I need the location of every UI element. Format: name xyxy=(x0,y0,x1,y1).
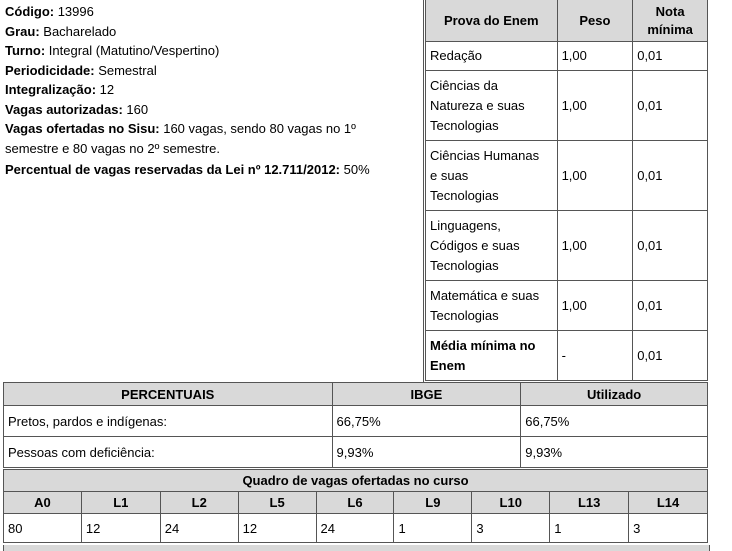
vaga-l13: 1 xyxy=(550,514,629,543)
utilizado-value: 9,93% xyxy=(521,437,708,468)
integralizacao-line xyxy=(5,80,423,100)
prova-name xyxy=(426,211,558,281)
prova-name xyxy=(426,281,558,331)
header-a0: A0 xyxy=(4,492,82,514)
header-l10: L10 xyxy=(472,492,550,514)
vagas-header-row xyxy=(4,492,708,514)
header-l13: L13 xyxy=(550,492,629,514)
ibge-value: 66,75% xyxy=(332,406,521,437)
vaga-a0: 80 xyxy=(4,514,82,543)
codigo-value: 13996 xyxy=(54,4,94,19)
vaga-l9: 1 xyxy=(394,514,472,543)
grau-line xyxy=(5,22,423,42)
table-row xyxy=(426,331,708,381)
turno-line xyxy=(5,41,423,61)
percentuais-header-row xyxy=(4,383,708,406)
vagas-sisu-label: Vagas ofertadas no Sisu: xyxy=(5,121,160,136)
vagas-autorizadas-value: 160 xyxy=(122,101,149,117)
turno-label: Turno: xyxy=(5,43,46,58)
peso-value: 1,00 xyxy=(557,211,633,281)
prova-name: Redação xyxy=(426,42,558,71)
periodicidade-value: Semestral xyxy=(94,62,157,78)
table-row xyxy=(4,437,708,468)
prova-name xyxy=(426,71,558,141)
header-utilizado: Utilizado xyxy=(521,383,708,406)
prova-line: Enem xyxy=(430,357,466,373)
utilizado-value: 66,75% xyxy=(521,406,708,437)
peso-value: 1,00 xyxy=(557,141,633,211)
vagas-title-row xyxy=(4,470,708,492)
header-l6: L6 xyxy=(316,492,394,514)
vagas-title: Quadro de vagas ofertadas no curso xyxy=(4,470,708,492)
prova-line: Linguagens, xyxy=(430,217,501,233)
nota-value: 0,01 xyxy=(633,331,708,381)
vagas-table xyxy=(3,469,708,543)
bottom-strip xyxy=(3,545,710,551)
nota-value: 0,01 xyxy=(633,141,708,211)
table-row xyxy=(426,42,708,71)
prova-line: Natureza e suas xyxy=(430,97,525,113)
prova-line: Tecnologias xyxy=(430,117,499,133)
prova-line: Ciências da xyxy=(430,77,498,93)
integralizacao-value: 12 xyxy=(96,82,115,97)
percentual-value: 50% xyxy=(340,162,370,177)
vaga-l14: 3 xyxy=(629,514,708,543)
vagas-sisu-value: 160 vagas, sendo 80 vagas no 1º xyxy=(159,121,356,136)
table-row xyxy=(4,514,708,543)
percentual-line xyxy=(5,160,423,180)
nota-value: 0,01 xyxy=(633,42,708,71)
enem-table xyxy=(425,0,708,381)
header-l1: L1 xyxy=(81,492,160,514)
vaga-l10: 3 xyxy=(472,514,550,543)
turno-value: Integral (Matutino/Vespertino) xyxy=(45,43,220,58)
header-ibge: IBGE xyxy=(332,383,521,406)
ibge-value: 9,93% xyxy=(332,437,521,468)
prova-line: Tecnologias xyxy=(430,187,499,203)
prova-line: Matemática e suas xyxy=(430,287,540,303)
course-info xyxy=(5,2,423,180)
codigo-label: Código: xyxy=(5,4,55,19)
table-row xyxy=(4,406,708,437)
prova-name xyxy=(426,141,558,211)
prova-line: Média mínima no xyxy=(430,337,536,353)
percentuais-table xyxy=(3,382,708,468)
vaga-l5: 12 xyxy=(238,514,316,543)
codigo-line xyxy=(5,2,423,22)
header-nota-line2: mínima xyxy=(647,21,693,37)
header-l9: L9 xyxy=(394,492,472,514)
peso-value: 1,00 xyxy=(557,71,633,141)
vaga-l2: 24 xyxy=(160,514,238,543)
vaga-l6: 24 xyxy=(316,514,394,543)
nota-value: 0,01 xyxy=(633,71,708,141)
table-row xyxy=(426,71,708,141)
periodicidade-label: Periodicidade: xyxy=(5,62,95,78)
peso-value: 1,00 xyxy=(557,281,633,331)
header-peso: Peso xyxy=(557,0,633,42)
peso-value: 1,00 xyxy=(557,42,633,71)
header-prova: Prova do Enem xyxy=(426,0,558,42)
column-divider xyxy=(423,0,424,382)
prova-line: Ciências Humanas xyxy=(430,147,540,163)
header-l2: L2 xyxy=(160,492,238,514)
prova-line: Códigos e suas xyxy=(430,237,520,253)
prova-line: Tecnologias xyxy=(430,257,499,273)
percentual-label: Pessoas com deficiência: xyxy=(4,437,333,468)
table-row xyxy=(426,281,708,331)
prova-name xyxy=(426,331,558,381)
integralizacao-label: Integralização: xyxy=(5,82,97,97)
header-l5: L5 xyxy=(238,492,316,514)
grau-value: Bacharelado xyxy=(39,23,117,39)
header-l14: L14 xyxy=(629,492,708,514)
percentual-label: Percentual de vagas reservadas da Lei nº 12.711/2012: xyxy=(5,162,341,177)
header-nota-line1: Nota xyxy=(655,3,685,19)
vagas-autorizadas-label: Vagas autorizadas: xyxy=(5,101,123,117)
vagas-sisu-line xyxy=(5,119,423,139)
percentual-label: Pretos, pardos e indígenas: xyxy=(4,406,333,437)
nota-value: 0,01 xyxy=(633,211,708,281)
header-percentuais: PERCENTUAIS xyxy=(4,383,333,406)
nota-value: 0,01 xyxy=(633,281,708,331)
header-nota-minima xyxy=(633,0,708,42)
vagas-autorizadas-line xyxy=(5,100,423,120)
vagas-sisu-line-2: semestre e 80 vagas no 2º semestre. xyxy=(5,140,221,156)
periodicidade-line xyxy=(5,61,423,81)
peso-value: - xyxy=(557,331,633,381)
prova-line: Tecnologias xyxy=(430,307,499,323)
table-row xyxy=(426,211,708,281)
prova-line: e suas xyxy=(430,167,469,183)
table-row xyxy=(426,141,708,211)
enem-header-row xyxy=(426,0,708,42)
vaga-l1: 12 xyxy=(81,514,160,543)
grau-label: Grau: xyxy=(5,23,40,39)
